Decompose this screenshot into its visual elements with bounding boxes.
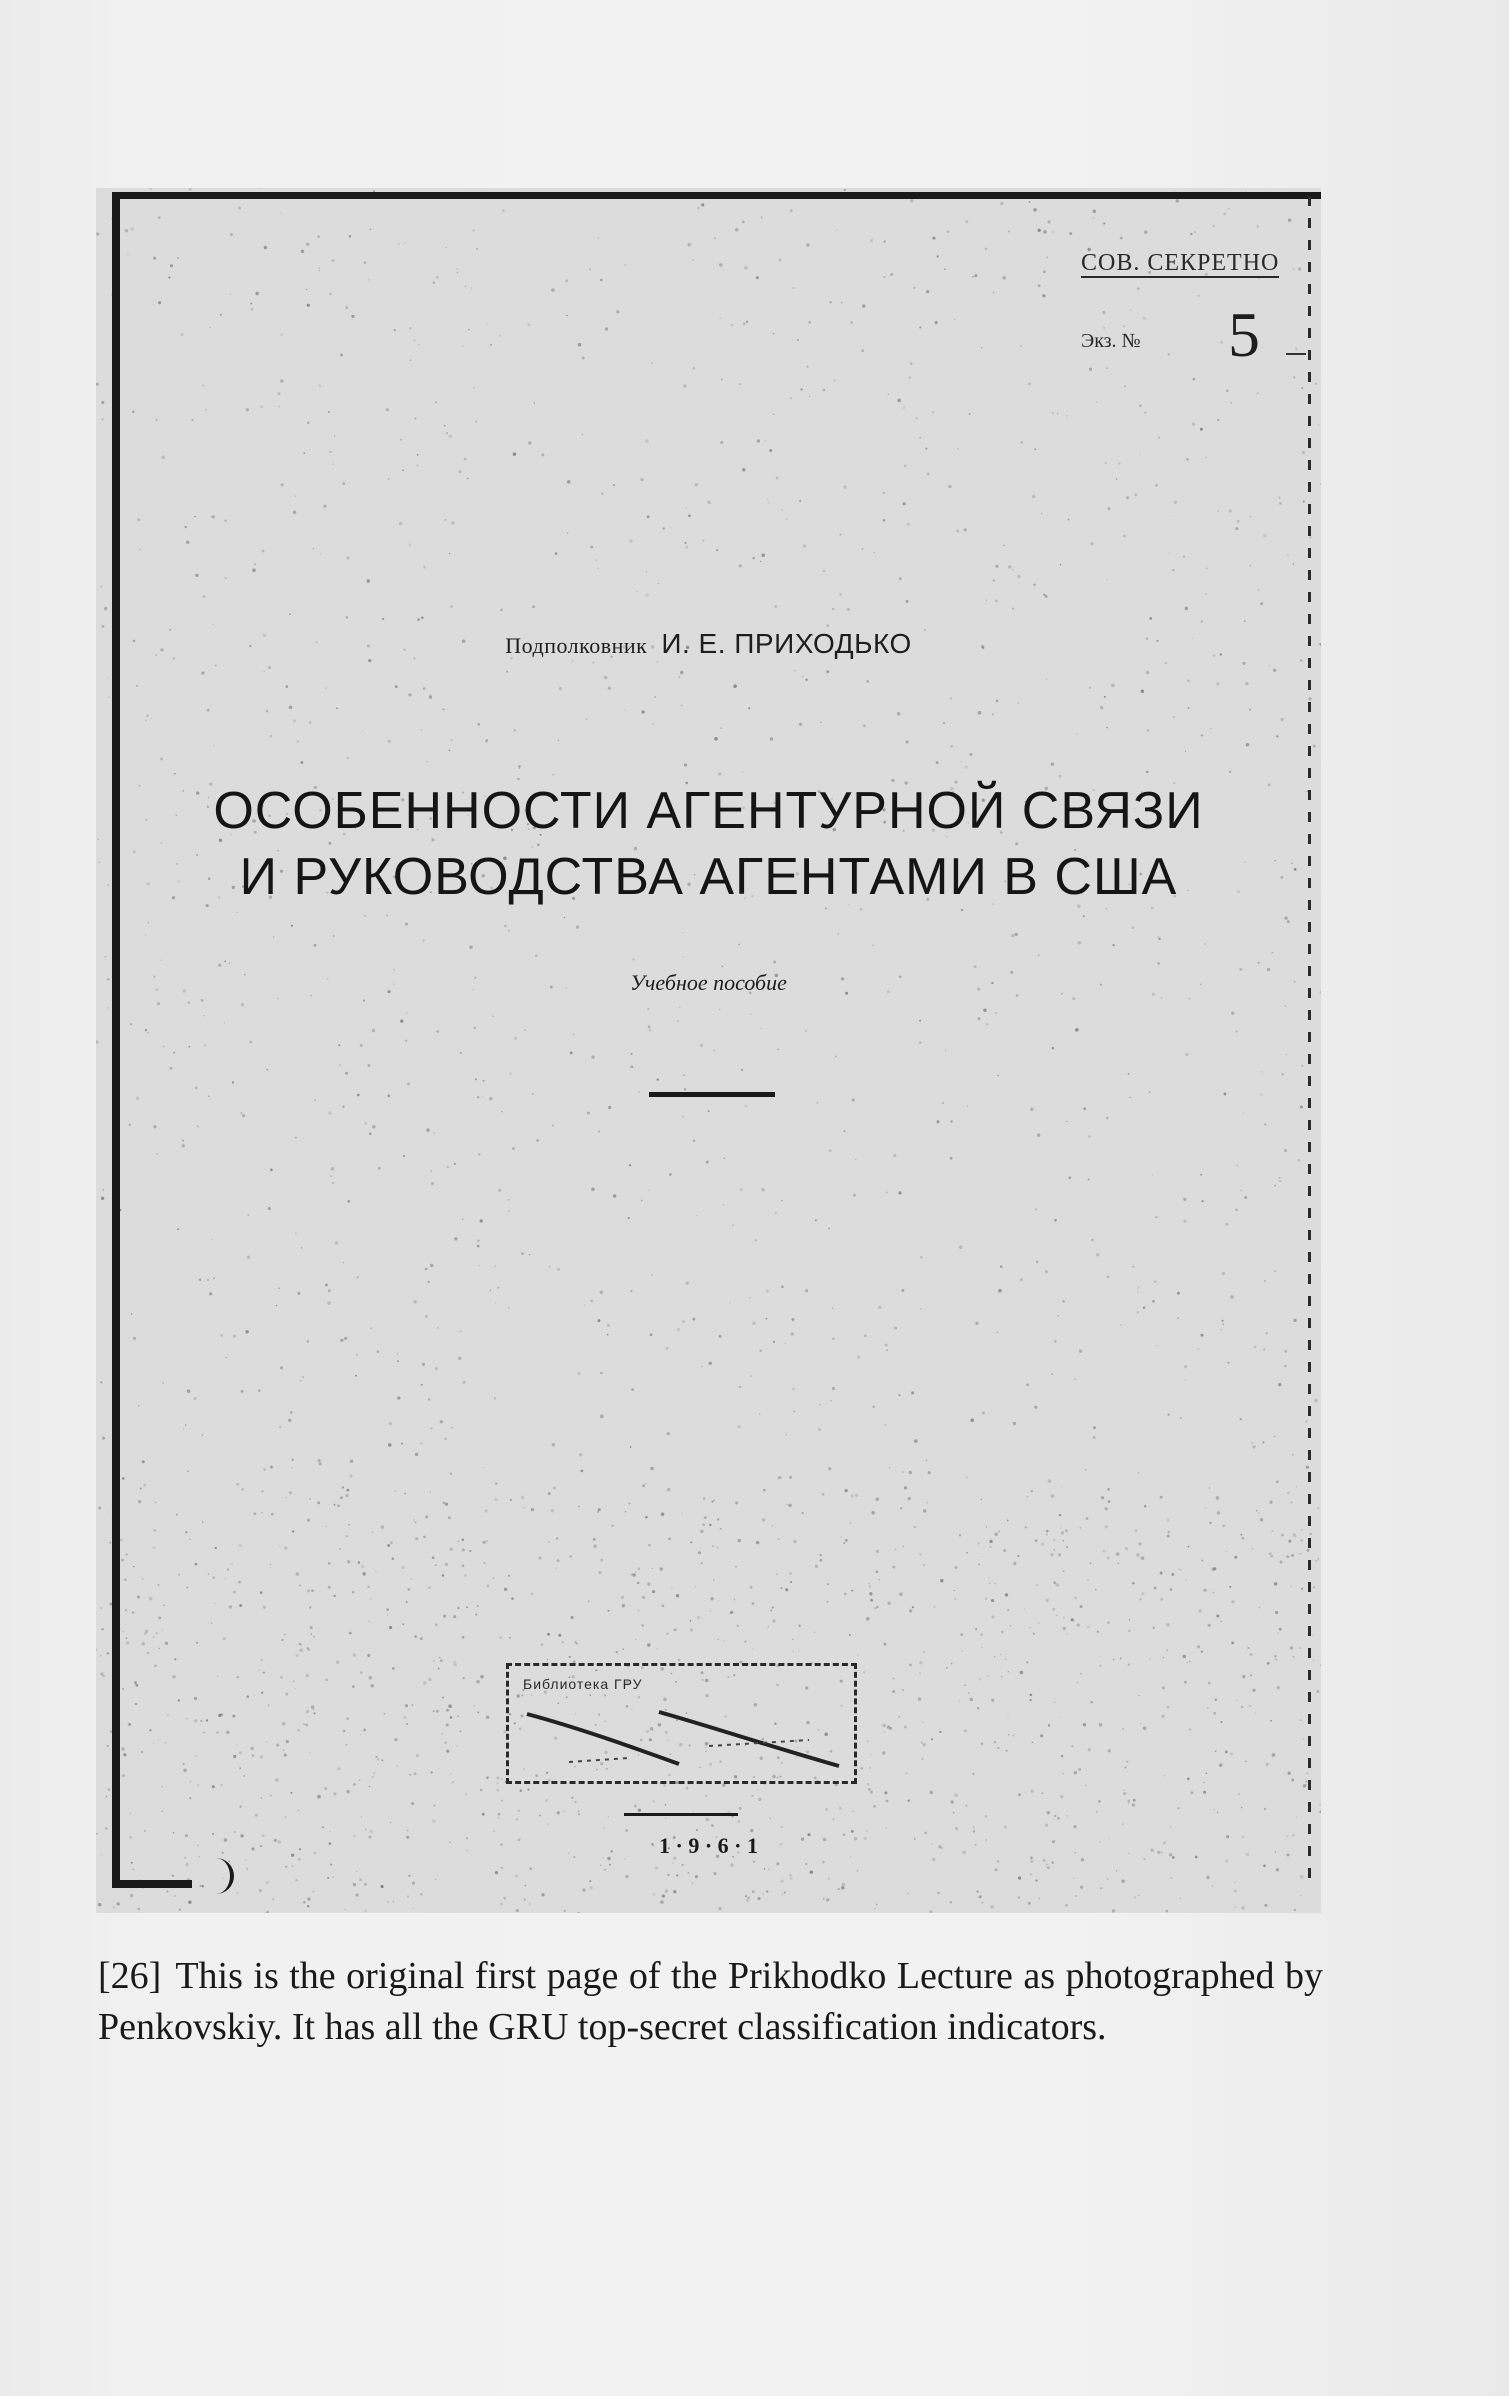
figure-caption bbox=[98, 1951, 1323, 2053]
photo-grain-texture bbox=[96, 188, 1321, 1913]
document-border-bottom bbox=[112, 1880, 192, 1888]
stamp-signature-strokes bbox=[509, 1666, 854, 1781]
copy-number-underline bbox=[1286, 353, 1306, 355]
author-line bbox=[96, 628, 1321, 660]
copy-number-value: 5 bbox=[1228, 299, 1260, 370]
document-subtitle: Учебное пособие bbox=[630, 970, 787, 995]
copy-number-label: Экз. № bbox=[1081, 330, 1141, 352]
caption-text: This is the original first page of the Prikhodko Lecture as photographed by Penkovskiy. It has all the GRU top-secret classification indicators. bbox=[98, 1955, 1323, 2048]
year-divider-rule bbox=[624, 1813, 738, 1816]
document-border-top bbox=[112, 192, 1321, 199]
library-stamp bbox=[506, 1663, 857, 1784]
document-photograph bbox=[96, 188, 1321, 1913]
document-border-left bbox=[112, 196, 120, 1886]
author-rank: Подполковник bbox=[505, 633, 648, 658]
document-title-line-1: ОСОБЕННОСТИ АГЕНТУРНОЙ СВЯЗИ bbox=[213, 782, 1204, 840]
library-stamp-text: Библиотека ГРУ bbox=[523, 1676, 643, 1692]
figure-number: [26] bbox=[98, 1955, 162, 1997]
classification-marking bbox=[1081, 250, 1279, 277]
publication-year: 1 · 9 · 6 · 1 bbox=[658, 1833, 758, 1858]
document-title bbox=[96, 778, 1321, 910]
classification-text: СОВ. СЕКРЕТНО bbox=[1081, 250, 1280, 276]
document-border-right bbox=[1308, 196, 1311, 1886]
document-title-line-2: И РУКОВОДСТВА АГЕНТАМИ В США bbox=[239, 848, 1178, 906]
title-divider-rule bbox=[649, 1092, 775, 1097]
author-name: И. Е. ПРИХОДЬКО bbox=[661, 628, 912, 659]
